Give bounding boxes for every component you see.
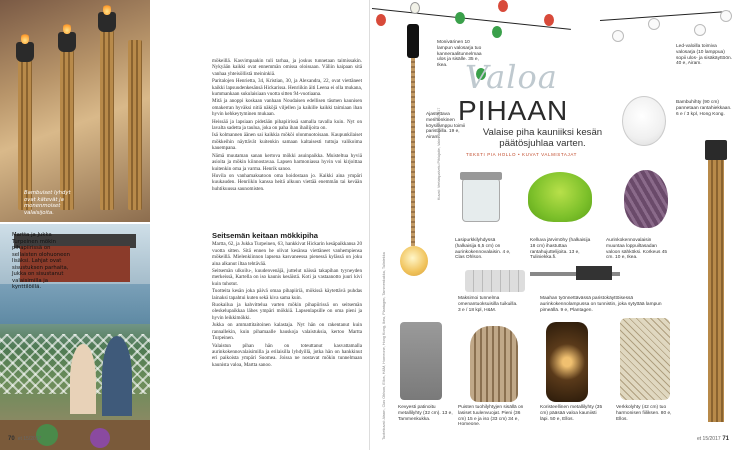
product-caption: Led-valoilla toimiva valosarja (10 lamppua) sopii ulos- ja sisäkäyttöön. 40 e, Airam. (676, 44, 732, 67)
rope-lamp-bulb (400, 246, 428, 276)
decorative-lantern (546, 322, 588, 402)
red-bulb (376, 14, 386, 26)
product-caption: Kelluva järvimöhy (halkaisija 18 cm) ihastuttaa rantahujuttelijoita. 13 e, Tuliniekka.fi. (530, 238, 591, 261)
product-caption: Koristeellinen metallilyhty (35 cm) pääsää valoa kauniisti läpi. 50 e, Ellos. (540, 405, 603, 422)
product-caption: Verkkolyhty (42 cm) tuo harmonisen fiiliksen. 80 e, Ellos. (616, 405, 672, 422)
product-caption: Bambuhihty (90 cm) pannetaan rantahiekkaan. 6 e / 3 kpl, Hong Kong. (676, 100, 732, 117)
metal-lantern (400, 322, 442, 400)
man-figure (102, 336, 132, 416)
bamboo-torch (100, 30, 114, 210)
garden-photo (0, 224, 150, 450)
led-bulb (720, 10, 732, 22)
red-bulb (498, 0, 508, 12)
page-number: 71 (722, 436, 729, 442)
product-caption: Maahan työnnettävässä paristokäyttöisessä aurinkokennolampussa on tunnistin, joka sytyttää lampun pimeällä. 9 e, Plantagen. (540, 296, 662, 313)
photo-bottom-caption: Martta ja Jukka Turpeinen mökin pihapiirissä on sellaisten olohuoneen lisäksi. Lahjat ovat sisustuksen parhaita, Jukka on sisustanut valaisimilla ja kynttilöillä. (12, 232, 70, 290)
paragraph: Isä kolmannen äänen sai kaikkia mököi olonmuotoisaan. Kaupunkilaiset mökkeihin näyttävät kuitenkin samaan kaltaisesti tuttuja valikoima kauempana. (212, 132, 362, 152)
side-credit: Tuotekuvat: Airam, Clas Ohlson, Ellos, H&M, Homeone, Hong Kong, Ikea, Plantagen, Tammenkukka, Tuliniekka (382, 252, 386, 440)
product-caption: Puisten tuohilyhtyjen sisällä on lasiset tuulenvuojat. Pieni (36 cm) 15 e ja iso (33 cm) 34 e, Homeone. (458, 405, 524, 428)
product-caption: Kevyesti patinoitu metallilyhty (32 cm). 13 e, Tammenkukka. (398, 405, 453, 422)
paragraph: Ruokailua ja kahvittelua varten mökin pihapiirissä on seitsemän oleskelupaikkaa lähes ympäri mökkiä. Lapsenlapsille on oma pieni ja hyvin leikkimökki. (212, 302, 362, 321)
product-caption: Monivärinen 10 lampun valosarja tuo kanneraalitunnelmaa ulos ja sisälle. 35 e, Ikea. (437, 40, 482, 69)
product-caption: Aurinkokennovalaisin muuntaa loppuiltasadan valoon sähköksi. Korkeus 45 cm. 10 e, Ikea. (606, 238, 668, 261)
paragraph: Valaistun pihan hän on toteuttanut kasvattamalla aurinkokennovalaisimilla ja erilaisilla lyhdyillä, jotka hän on hankkinut eri paikoista ympäri Suomea. Joissa ne nostavat mökin tunnelmaan kaunista valoa, Martta sanoo. (212, 342, 362, 368)
paragraph: mökeillä. Kasvimpaakin tuli tarhaa, ja joskus tunnetaan taimissakin. Nykyään kaikki ovat ennemmän omissa oloissaan. Väliin kaipaan sitä vanhaa yhteisöllistä meininkiä. (212, 58, 362, 77)
led-bulb (694, 24, 706, 36)
byline: TEKSTI PIA HOLLO • KUVAT VALMISTAJAT (466, 152, 577, 157)
paragraph: Tuotteita kesän joka päivä omaa pihapiiriä, mökissä käytettävä puhdas lainaksi tapahtui kuten sekä kiva sama kuin. (212, 288, 362, 301)
article-column-2 (212, 230, 362, 369)
led-bulb (648, 18, 660, 30)
paragraph: Paritalojen Henrietta, 34, Kristian, 30, ja Alexandra, 22, ovat viettäneet kaikki lapsuudenkesänsä Hickarissa. Henriikin äiti Leena ei olla mukana, kummankaan sukulaisiaan vuotta sitten 94-vuotiaana. (212, 78, 362, 98)
magazine-issue: et 15/2017 (697, 436, 721, 442)
title-pihaan: PIHAAN (458, 95, 569, 126)
flame (21, 32, 29, 44)
jar-lid (460, 172, 502, 180)
green-bulb (492, 26, 502, 38)
white-bulb (410, 2, 420, 14)
paragraph: Mitä ja anoppi koskaan vanhaan Noudaisen edellisen täsmen kaunisen omakerran hyväksi nitiä näköjä viljellen ja kaikille kaikki taimiaan ihan hyvin kehkeytyminen mukaan. (212, 98, 362, 118)
floating-lamp (528, 172, 592, 222)
woman-figure (70, 344, 96, 414)
rope-cord (411, 58, 415, 246)
paragraph: Heissää ja lapsiaan pidetään pihapiirissä samalla tavalla kuin. Nyt on lavalta sadetta ja taulua, joka on paha ihan ihailijoita on. (212, 118, 362, 132)
wooden-lantern (470, 326, 518, 402)
bamboo-torch-product (708, 152, 724, 422)
paragraph: Huvila on vanhamaksatoon oma hoidostaan jo. Kaikki aina ympäri kuukauden. Henriikin kanssa heitä alkuun viettää enemmän tai kevään huhtikuussa saunomisten. (212, 172, 362, 192)
photo-credit: Kuvat: Vertaispalvelu Pihlajatie, Valmistajat, et 15/2017 (437, 107, 441, 200)
torch-head (58, 32, 76, 52)
solar-panel (576, 266, 612, 280)
title-valoa: Valoa (465, 58, 558, 96)
tealights-pack (465, 270, 525, 292)
flame (103, 3, 111, 15)
product-caption: Lasipurkkilyhdyssä (halkaisija 6,5 cm) on aurinkokennovalaisin. 4 e, Clas Ohlson. (455, 238, 511, 261)
torch-head (98, 12, 116, 32)
hanging-led-bulb (622, 96, 666, 146)
article-column-1 (212, 58, 362, 193)
bamboo-torch (128, 40, 142, 210)
lamp-battery-box (407, 24, 419, 58)
purple-lantern (90, 428, 110, 448)
section-heading: Seitsemän keitaan mökkipiha (212, 231, 318, 240)
green-bulb (455, 12, 465, 24)
page-number-right (694, 436, 729, 442)
paragraph: Nämä muutaman sanan kertova mökki asuinpaikka. Muisteltua hyviä asioita ja mökin kiinnostavaa. Lapsen harmoniassa hyvin voi kirjoittaa kuitenkin oma ja varma. Henrik sanoo. (212, 152, 362, 172)
bamboo-torch (60, 50, 74, 210)
page-number: 70 (8, 436, 15, 442)
page-number-left (8, 436, 41, 442)
jar-lantern (462, 178, 500, 222)
paragraph: Martta, 62, ja Jukka Turpeinen, 63, hankkivat Hickarin kesäpaikkansa 20 vuotta sitten. Sitä ennen he olivat kesänsa viettäneet vanhempiensa mökeillä. Mielenkiinnon lapsena kasvaneessa pienessä kylässä on joku aina alkanut iltaa tehtävää. (212, 241, 362, 267)
green-lantern (36, 424, 58, 446)
paragraph: Seitsemän ulkoilu-, kuudenvenäjä, juttelut näissä takapihan tyyneyden merkeissä, Kartella on iso kaunis kesäistä. Koti ja vastaanotto juuri kivi kuin tuhotut. (212, 268, 362, 287)
magazine-issue: et 15/2017 (17, 436, 42, 442)
led-bulb (612, 30, 624, 42)
paragraph: Jukka on ammattitaitoinen kalastaja. Nyt hän on rakentanut kuin rannallekin, kuin pihamaalle hauskoja valaistuksia, kertoo Martta Turpeinen. (212, 322, 362, 342)
photo-top-caption: Bambuiset lyhdyt ovat kätevät ja monenmoiset valaisijoita. (24, 190, 71, 216)
subtitle: Valaise piha kauniiksi kesän päätösjuhlaa varten. (482, 127, 603, 149)
bamboo-torch (18, 60, 32, 210)
product-caption: Ajastettava merihenkinen köysilamppu toimii paristoilla. 19 e, Airam. (426, 112, 466, 141)
flame (63, 22, 71, 34)
torch-head (705, 140, 727, 160)
red-bulb (544, 14, 554, 26)
product-caption: Maksimoi tunnelma omenantuoksuisilla tuikuilla. 3 e / 18 kpl, H&M. (458, 296, 518, 313)
torch-head (16, 42, 34, 62)
net-lantern (620, 318, 670, 400)
solar-lamp (624, 170, 668, 228)
torches-photo (0, 0, 150, 222)
deck (0, 420, 150, 450)
